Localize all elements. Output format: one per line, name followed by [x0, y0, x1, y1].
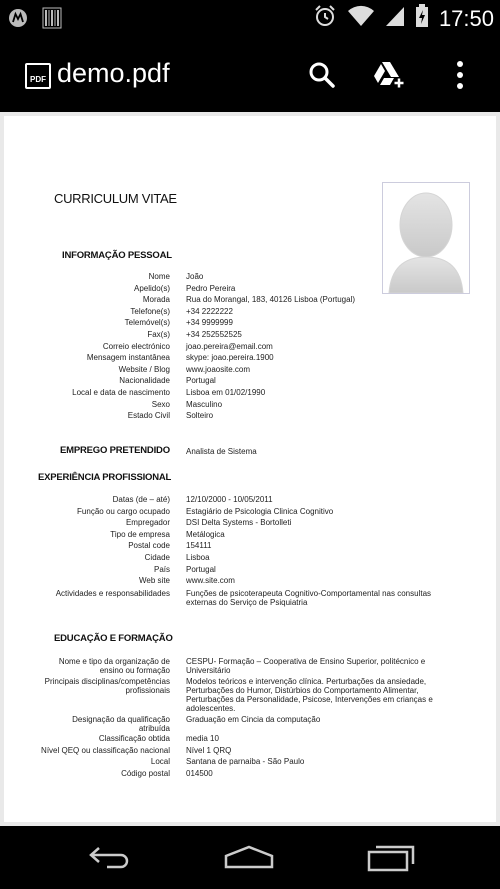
field-value: DSI Delta Systems - Bortolleti [186, 518, 292, 528]
field-value: Metálogica [186, 529, 225, 539]
field-value: Solteiro [186, 411, 214, 421]
section-heading: EXPERIÊNCIA PROFISSIONAL [38, 472, 172, 483]
field-label: Web site [139, 576, 170, 586]
field-value: +34 2222222 [186, 306, 233, 316]
field-label: atribuída [138, 724, 170, 733]
search-icon[interactable] [306, 59, 338, 91]
field-label: Tipo de empresa [110, 529, 170, 539]
field-value: Masculino [186, 399, 223, 409]
field-value: Lisboa em 01/02/1990 [186, 388, 266, 397]
field-value: Perturbações do Humor, Distúrbios do Comportamento Alimentar, [186, 686, 419, 695]
field-value: CESPU- Formação – Cooperativa de Ensino Superior, politécnico e [186, 657, 426, 666]
field-label: Website / Blog [118, 364, 170, 374]
field-value: Funções de psicoterapeuta Cognitivo-Comportamental nas consultas [186, 589, 432, 598]
field-label: Classificação obtida [98, 734, 170, 743]
field-value: Nível 1 QRQ [186, 745, 232, 755]
alarm-icon [313, 4, 337, 33]
field-label: Mensagem instantânea [86, 353, 170, 363]
field-value: 154111 [186, 541, 212, 551]
field-value: 014500 [186, 768, 213, 778]
field-value: Graduação em Cincia da computação [186, 715, 321, 724]
field-value: Estagiário de Psicologia Clinica Cognitivo [186, 506, 334, 516]
field-label: Local [150, 757, 170, 766]
field-value: Perturbações da Personalidade, Psicose, Intervenções em crianças e [186, 695, 433, 704]
field-label: Nacionalidade [119, 376, 170, 386]
field-label: Actividades e responsabilidades [55, 589, 170, 598]
field-label: Correio electrónico [102, 341, 170, 351]
field-value: Santana de parnaiba - São Paulo [186, 757, 305, 766]
section-heading: EMPREGO PRETENDIDO [60, 445, 170, 456]
field-label: Nome e tipo da organização de [58, 657, 170, 666]
desired-job-value: Analista de Sistema [186, 447, 257, 456]
field-value: Pedro Pereira [186, 283, 236, 293]
field-label: Nome [148, 272, 170, 281]
signal-icon [385, 5, 405, 32]
field-value: media 10 [186, 734, 219, 743]
field-label: ensino ou formação [99, 666, 170, 675]
field-value: Portugal [186, 376, 216, 386]
pdf-page [4, 116, 496, 822]
field-value: externas do Serviço de Psiquiatria [186, 598, 308, 607]
cv-title: CURRICULUM VITAE [54, 191, 177, 206]
section-heading: EDUCAÇÃO E FORMAÇÃO [54, 633, 173, 644]
navigation-bar [0, 826, 500, 889]
field-value: Rua do Morangal, 183, 40126 Lisboa (Portugal) [186, 295, 355, 305]
overflow-menu-icon[interactable] [445, 59, 475, 91]
motorola-icon [8, 8, 28, 33]
document-title: demo.pdf [57, 58, 170, 88]
field-value: +34 252552525 [186, 330, 242, 339]
field-label: Local e data de nascimento [72, 388, 170, 397]
field-value: adolescentes. [186, 704, 236, 713]
section-heading: INFORMAÇÃO PESSOAL [62, 250, 172, 261]
field-label: Estado Civil [127, 411, 170, 421]
field-label: Morada [142, 295, 170, 305]
field-label: Telemóvel(s) [124, 318, 170, 328]
field-value: Portugal [186, 564, 216, 574]
field-value: João [186, 272, 204, 281]
field-label: profissionais [125, 686, 170, 695]
field-value: www.site.com [186, 576, 235, 586]
pdf-file-icon [25, 63, 51, 89]
recents-icon[interactable] [364, 842, 418, 872]
field-label: Datas (de – até) [112, 495, 170, 504]
field-label: Principais disciplinas/competências [44, 677, 170, 686]
clock: 17:50 [438, 5, 494, 31]
field-label: Função ou cargo ocupado [77, 506, 170, 516]
field-value: 12/10/2000 - 10/05/2011 [186, 495, 273, 504]
field-label: Fax(s) [147, 330, 170, 339]
field-value: Universitário [186, 666, 231, 675]
profile-photo [382, 182, 470, 294]
field-label: Postal code [128, 541, 170, 551]
field-label: Cidade [144, 553, 170, 562]
field-value: www.joaosite.com [186, 364, 251, 374]
field-label: Empregador [125, 518, 170, 528]
field-value: Modelos teóricos e intervenção clínica. Perturbações da ansiedade, [186, 677, 427, 686]
drive-add-icon[interactable] [371, 59, 407, 91]
home-icon[interactable] [222, 842, 276, 872]
field-label: País [153, 564, 170, 574]
field-value: skype: joao.pereira.1900 [186, 353, 274, 363]
field-label: Apelido(s) [133, 283, 170, 293]
back-icon[interactable] [84, 842, 138, 872]
field-label: Designação da qualificação [72, 715, 170, 724]
wifi-icon [347, 5, 375, 32]
field-label: Código postal [121, 768, 170, 778]
status-bar [0, 0, 500, 35]
field-value: Lisboa [186, 553, 210, 562]
field-value: joao.pereira@email.com [186, 341, 273, 351]
field-label: Nível QEQ ou classificação nacional [41, 745, 170, 755]
pdf-viewer[interactable] [0, 112, 500, 826]
barcode-icon [42, 7, 62, 34]
field-value: +34 9999999 [186, 318, 233, 328]
field-label: Telefone(s) [130, 306, 170, 316]
battery-charging-icon [415, 4, 429, 33]
pdf-badge-label: PDF [30, 75, 46, 84]
field-label: Sexo [151, 399, 170, 409]
